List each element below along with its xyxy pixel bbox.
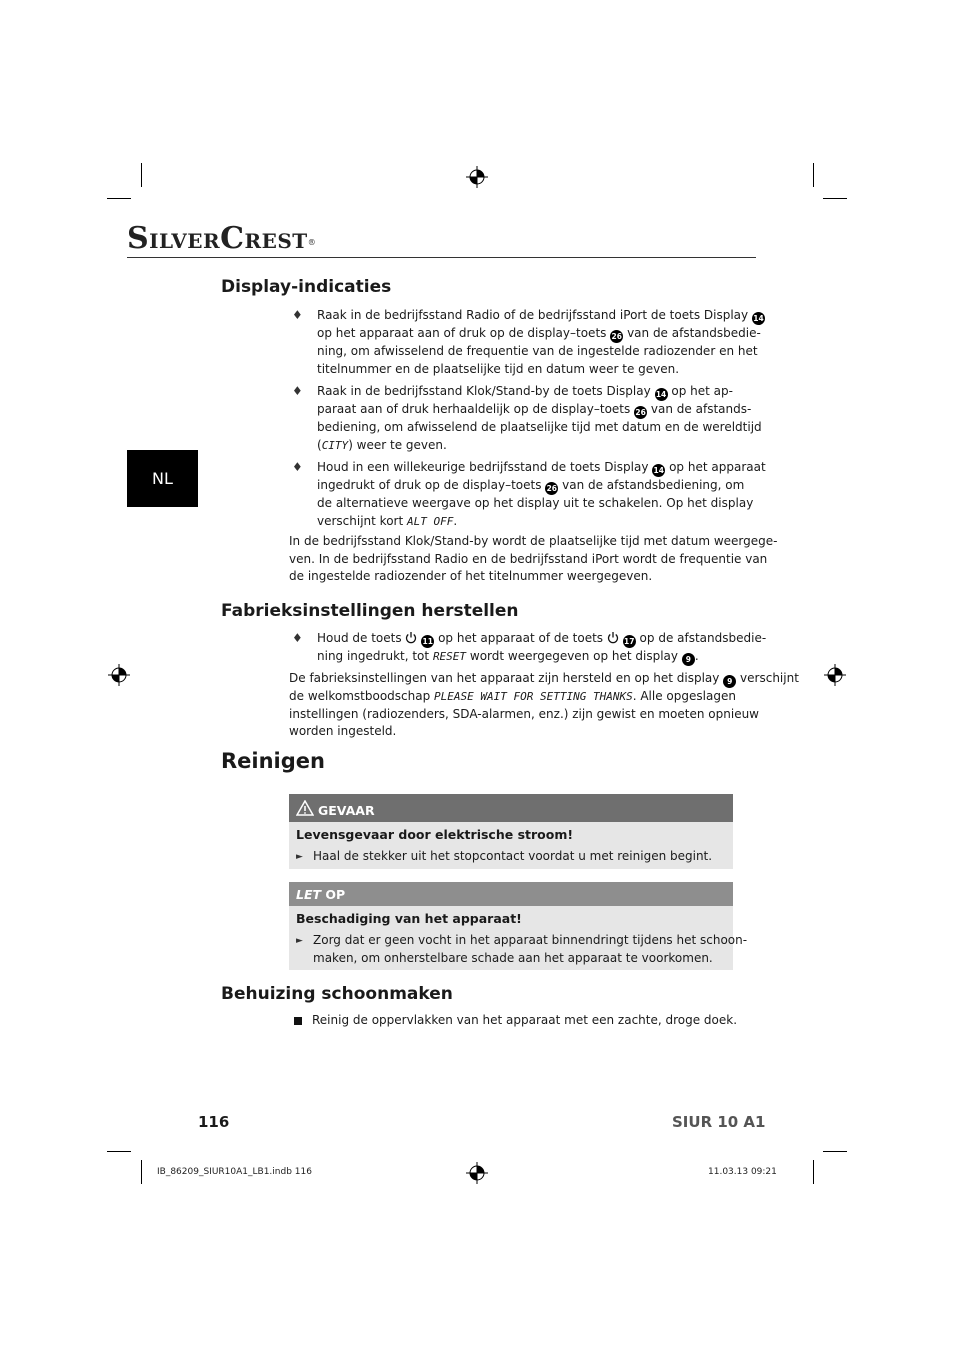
caution-item: Zorg dat er geen vocht in het apparaat binnendringt tijdens het schoon- maken, om onherstelbare schade aan het apparaat te voorkomen. bbox=[313, 933, 748, 965]
crop-mark bbox=[823, 1151, 847, 1152]
ref-number-icon: 26 bbox=[611, 332, 622, 341]
ref-number-icon: 26 bbox=[546, 484, 557, 493]
factory-bullet-1: Houd de toets 11 op het apparaat of de toets 17 op de afstandsbedie- ning ingedrukt, tot RESET wordt weergegeven op het display 9 . bbox=[317, 631, 767, 664]
section-title-housing: Behuizing schoonmaken bbox=[221, 984, 453, 1004]
crop-mark bbox=[141, 1160, 142, 1184]
caution-heading: Beschadiging van het apparaat! bbox=[296, 911, 522, 926]
arrow-right-icon: ► bbox=[296, 852, 303, 862]
crop-mark bbox=[823, 198, 847, 199]
bullet-icon: ♦ bbox=[292, 460, 303, 474]
bullet-icon: ♦ bbox=[292, 631, 303, 645]
power-icon bbox=[405, 631, 417, 644]
crop-mark bbox=[107, 1151, 131, 1152]
bullet-icon: ♦ bbox=[292, 308, 303, 322]
housing-item: Reinig de oppervlakken van het apparaat met een zachte, droge doek. bbox=[312, 1013, 738, 1027]
ref-number-icon: 11 bbox=[422, 637, 433, 646]
danger-label: GEVAAR bbox=[318, 803, 375, 818]
section-title-clean: Reinigen bbox=[221, 749, 325, 773]
crop-mark bbox=[107, 198, 131, 199]
bullet-icon: ♦ bbox=[292, 384, 303, 398]
power-icon bbox=[607, 631, 619, 644]
header-rule bbox=[127, 257, 756, 258]
crop-mark bbox=[813, 1160, 814, 1184]
registration-mark-icon bbox=[466, 166, 488, 188]
square-bullet-icon bbox=[294, 1017, 302, 1025]
ref-number-icon: 14 bbox=[753, 314, 764, 323]
silvercrest-logo: SILVERCREST® bbox=[127, 221, 317, 256]
danger-item: Haal de stekker uit het stopcontact voordat u met reinigen begint. bbox=[313, 849, 713, 863]
registration-mark-icon bbox=[466, 1162, 488, 1184]
caution-box-header bbox=[289, 882, 733, 906]
display-bullet-3: Houd in een willekeurige bedrijfsstand de toets Display 14 op het apparaat ingedrukt of druk op de display–toets 26 van de afstandsbediening, om de alternatieve weergave op het display uit te schakelen. Op het display verschijnt kort ALT OFF. bbox=[317, 460, 766, 528]
print-slug-date: 11.03.13 09:21 bbox=[708, 1167, 777, 1177]
arrow-right-icon: ► bbox=[296, 936, 303, 946]
ref-number-icon: 9 bbox=[682, 653, 695, 666]
language-tab: NL bbox=[127, 450, 198, 507]
print-slug-file: IB_86209_SIUR10A1_LB1.indb 116 bbox=[157, 1167, 312, 1177]
section-title-display: Display-indicaties bbox=[221, 277, 392, 297]
danger-heading: Levensgevaar door elektrische stroom! bbox=[296, 827, 574, 842]
warning-triangle-icon bbox=[296, 800, 314, 816]
crop-mark bbox=[813, 163, 814, 187]
ref-number-icon: 14 bbox=[655, 390, 667, 399]
display-paragraph: In de bedrijfsstand Klok/Stand-by wordt de plaatselijke tijd met datum weergege- ven. In de bedrijfsstand Radio en de bedrijfsstand iPort wordt de frequentie van de ingestelde radiozender of het titelnummer weergegeven. bbox=[289, 534, 778, 583]
factory-paragraph: De fabrieksinstellingen van het apparaat zijn hersteld en op het display 9 verschijnt de welkomstboodschap PLEASE WAIT FOR SETTING THANKS. Alle opgeslagen instellingen (radiozenders, SDA-alarmen, enz.) zijn gewist en moeten opnieuw worden ingesteld. bbox=[289, 671, 799, 738]
model-name: SIUR 10 A1 bbox=[672, 1113, 766, 1131]
ref-number-icon: 14 bbox=[653, 466, 664, 475]
registration-mark-icon bbox=[824, 664, 846, 686]
page-number: 116 bbox=[198, 1113, 230, 1131]
caution-label: LET OP bbox=[296, 887, 346, 902]
ref-number-icon: 17 bbox=[624, 637, 635, 646]
crop-mark bbox=[141, 163, 142, 187]
display-bullet-1: Raak in de bedrijfsstand Radio of de bedrijfsstand iPort de toets Display 14 op het apparaat aan of druk op de display–toets 26 van de afstandsbedie- ning, om afwisselend de frequentie van de ingestelde radiozender en het titelnummer en de plaatselijke tijd en datum weer te geven. bbox=[317, 308, 764, 376]
display-bullet-2: Raak in de bedrijfsstand Klok/Stand-by de toets Display 14 op het ap- paraat aan of druk herhaaldelijk op de display–toets 26 van de afstands- bediening, om afwisselend de plaatselijke tijd met datum en de wereldtijd (CITY) weer te geven. bbox=[317, 384, 762, 452]
section-title-factory: Fabrieksinstellingen herstellen bbox=[221, 601, 519, 621]
registration-mark-icon bbox=[108, 664, 130, 686]
ref-number-icon: 26 bbox=[635, 408, 646, 417]
ref-number-icon: 9 bbox=[723, 675, 736, 688]
